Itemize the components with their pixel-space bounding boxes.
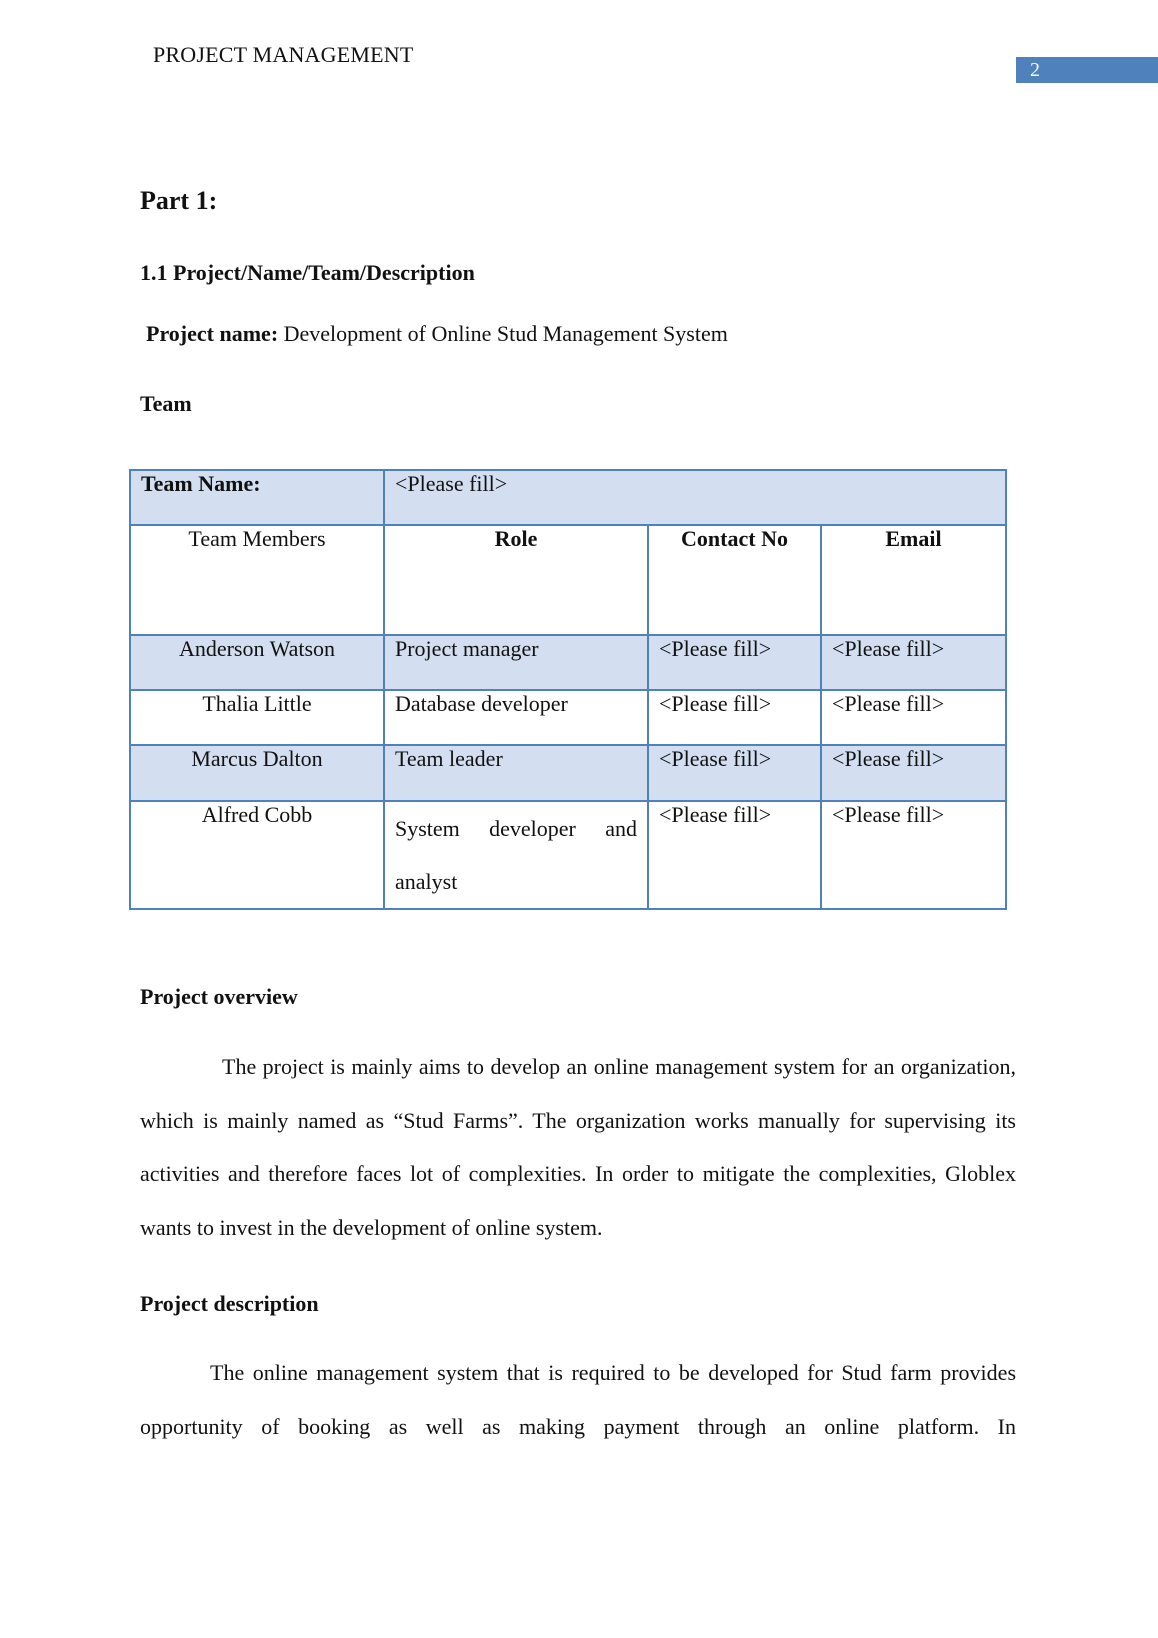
description-paragraph: The online management system that is required to be developed for Stud farm provides opportunity of booking as well as making payment through an online platform. In [140, 1360, 1016, 1439]
member-contact: <Please fill> [648, 801, 821, 909]
column-header-team-members: Team Members [130, 525, 384, 635]
team-table [129, 469, 1007, 910]
member-role: Project manager [384, 635, 648, 690]
project-name-line [146, 321, 728, 347]
member-name: Marcus Dalton [130, 745, 384, 801]
table-header-row [130, 525, 1006, 635]
member-email: <Please fill> [821, 745, 1006, 801]
member-name: Anderson Watson [130, 635, 384, 690]
column-header-role: Role [384, 525, 648, 635]
member-role-line-1: System developer and [395, 816, 637, 841]
section-heading-1-1: 1.1 Project/Name/Team/Description [140, 260, 475, 285]
member-contact: <Please fill> [648, 635, 821, 690]
table-row [130, 801, 1006, 909]
member-email: <Please fill> [821, 635, 1006, 690]
project-name-value: Development of Online Stud Management System [283, 321, 728, 346]
member-role-line-2: analyst [395, 869, 458, 894]
running-header-title: PROJECT MANAGEMENT [153, 42, 414, 67]
table-row [130, 690, 1006, 745]
column-header-email: Email [821, 525, 1006, 635]
team-name-value: <Please fill> [384, 470, 1006, 525]
team-heading: Team [140, 391, 192, 416]
overview-heading: Project overview [140, 984, 298, 1009]
member-contact: <Please fill> [648, 690, 821, 745]
table-row [130, 745, 1006, 801]
member-name: Alfred Cobb [130, 801, 384, 909]
member-role: Database developer [384, 690, 648, 745]
page-number-badge: 2 [1016, 57, 1158, 83]
table-row [130, 635, 1006, 690]
team-name-row [130, 470, 1006, 525]
column-header-contact-no: Contact No [648, 525, 821, 635]
project-name-label: Project name: [146, 321, 279, 346]
member-contact: <Please fill> [648, 745, 821, 801]
member-role: Team leader [384, 745, 648, 801]
overview-paragraph: The project is mainly aims to develop an online management system for an organization, which is mainly named as “Stud Farms”. The organization works manually for supervising its activities and therefore faces lot of complexities. In order to mitigate the complexities, Globlex wants to invest in the development of online system. [140, 1054, 1016, 1240]
member-email: <Please fill> [821, 801, 1006, 909]
member-email: <Please fill> [821, 690, 1006, 745]
part-heading: Part 1: [140, 186, 218, 215]
member-name: Thalia Little [130, 690, 384, 745]
description-heading: Project description [140, 1291, 319, 1316]
member-role [384, 801, 648, 909]
team-name-label: Team Name: [130, 470, 384, 525]
